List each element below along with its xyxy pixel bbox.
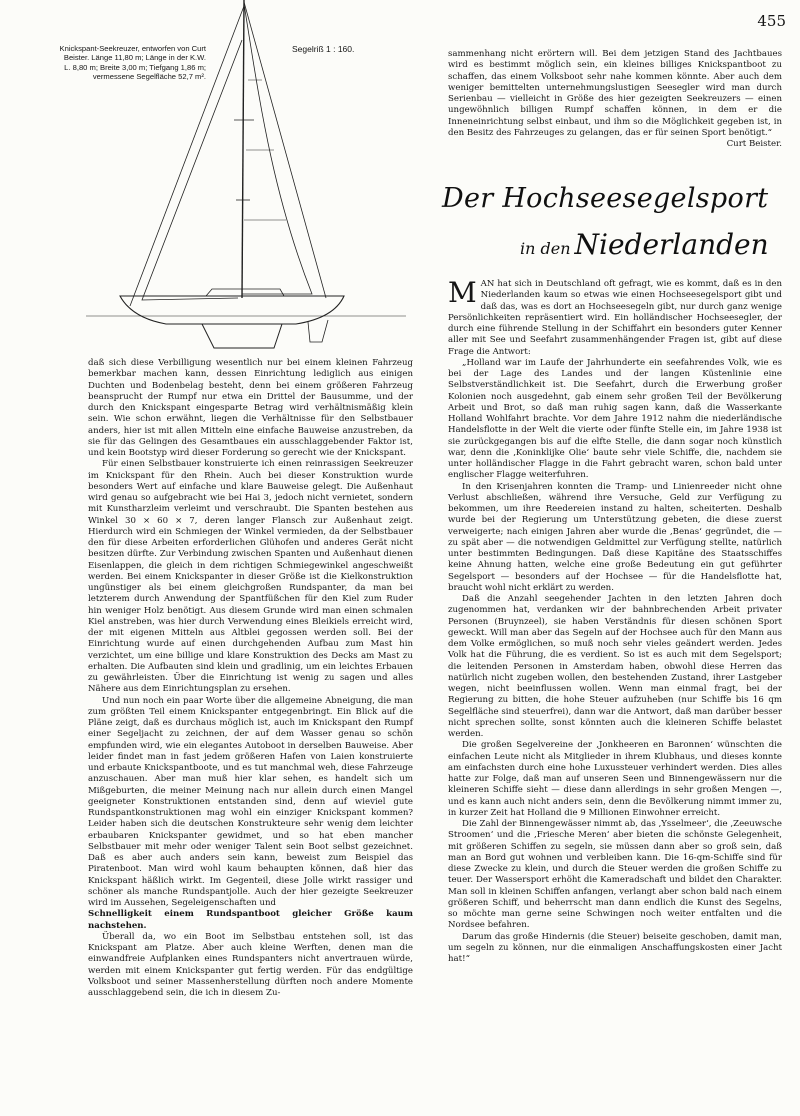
figure-caption: Knickspant-Seekreuzer, entworfen von Curt Beister. Länge 11,80 m; Länge in der K.W. L. 8,80 m; Breite 3,00 m; Tiefgang 1,86 m; vermessene Segelfläche 52,7 m². — [59, 44, 206, 82]
paragraph: Daß die Anzahl seegehender Jachten in den letzten Jahren doch zugenommen hat, verdanken wir der bahnbrechenden Arbeit privater Personen (Bruynzeel), sie haben Verständnis für diesen schönen Sport geweckt. Will man aber das Segeln auf der Hochsee auch für den Mann aus dem Volke ermöglichen, so muß noch sehr vieles geändert werden. Jedes Volk hat die Führung, die es verdient. So ist es auch mit dem Segelsport; die leitenden Personen in Amsterdam haben, obwohl diese Herren das natürlich nicht zugeben wollen, den bestehenden Zustand, ihrer Lastgeber wegen, nicht beeinflussen wollen. Wenn man einmal fragt, bei der Regierung zu bitten, die hohe Steuer aufzuheben (nur Schiffe bis 16 qm Segelfläche sind steuerfrei), dann war die Antwort, daß man darüber besser nicht sprechen sollte, sonst könnten auch die kleineren Schiffe belastet werden. — [448, 594, 782, 739]
lead-text: AN hat sich in Deutschland oft gefragt, wie es kommt, daß es in den Niederlanden kaum so etwas wie einen Hochseesegelsport gibt und daß das, was es dort an Hochseesegeln gibt, nur durch ganz wenige Persönlichkeiten repräsentiert wird. Ein holländischer Hochseesegler, der durch eine führende Stellung in der Schiffahrt ein besonders guter Kenner aller mit See und Seefahrt zusammenhängender Fragen ist, gibt auf diese Frage die Antwort: — [448, 279, 782, 357]
right-main-column — [448, 276, 782, 965]
paragraph: Für einen Selbstbauer konstruierte ich einen reinrassigen Seekreuzer im Knickspant für den Rhein. Auch bei dieser Konstruktion wurde besonders Wert auf einfache und klare Bauweise gelegt. Die Außenhaut wird genau so aufgebracht wie bei Hai 3, jedoch nicht vernietet, sondern mit Kunstharzleim verleimt und verschraubt. Die Spanten bestehen aus Winkel 30 × 60 × 7, deren langer Flansch zur Außenhaut zeigt. Hierdurch wird ein Schmiegen der Winkel vermieden, da der Selbstbauer den für diese Arbeiten erforderlichen Glühofen und anderes Gerät nicht besitzen dürfte. Zur Verbindung zwischen Spanten und Außenhaut dienen Eisenlappen, die gleich in dem richtigen Schmiegewinkel angeschweißt werden. Bei einem Knickspanter in dieser Größe ist die Kielkonstruktion ungünstiger als bei einem gleichgroßen Rundspanter, da man bei letzterem durch Anwendung der Spantfüßchen für den Kiel zum Ruder hin weniger Holz benötigt. Aus diesem Grunde wird man einen schmalen Kiel anstreben, was hier durch Verwendung eines Bleikiels erreicht wird, der mit eigenen Mitteln aus Altblei gegossen werden soll. Bei der Einrichtung wurde auf einen durchgehenden Aufbau zum Mast hin verzichtet, um eine billige und klare Konstruktion des Decks am Mast zu erhalten. Die Aufbauten sind klein und gradlinig, um ein leichtes Erbauen zu gewährleisten. Über die Einrichtung ist wenig zu sagen und alles Nähere aus dem Einrichtungsplan zu ersehen. — [88, 459, 413, 695]
figure-scale: Segelriß 1 : 160. — [292, 44, 355, 54]
paragraph: „Holland war im Laufe der Jahrhunderte ein seefahrendes Volk, wie es bei der Lage des Landes und der langen Küstenlinie eine Selbstverständlichkeit ist. Die Seefahrt, durch die Erwerbung großer Kolonien noch ausgedehnt, gab einem sehr großen Teil der Bevölkerung Arbeit und Brot, so daß man ruhig sagen kann, daß die Wasserkante Holland Wohlfahrt brachte. Vor dem Jahre 1912 nahm die niederländische Handelsflotte in der Welt die vierte oder fünfte Stelle ein, im Jahre 1938 ist sie zurückgegangen bis auf die elfte Stelle, die dann sogar noch künstlich war, denn die ‚Koninklijke Olie‘ baute sehr viele Schiffe, die, nachdem sie unter holländischer Flagge in die Fahrt gebracht waren, schon bald unter englischer Flagge weiterfuhren. — [448, 357, 782, 481]
paragraph: sammenhang nicht erörtern will. Bei dem jetzigen Stand des Jachtbaues wird es bestimmt möglich sein, ein kleines billiges Knickspantboot zu schaffen, das einem Volksboot sehr nahe kommen könnte. Aber auch dem weniger bemittelten unternehmungslustigen Seesegler wird man durch Serienbau — vielleicht in Größe des hier gezeigten Seekreuzers — einen ungewöhnlich billigen Rumpf schaffen können, in dem er die Inneneinrichtung selbst einbaut, und ihm so die Möglichkeit gegeben ist, in den Besitz des Fahrzeuges zu gelangen, das er für seinen Sport benötigt.“ — [448, 49, 782, 138]
paragraph: Und nun noch ein paar Worte über die allgemeine Abneigung, die man zum größten Teil einem Knickspanter entgegenbringt. Ein Blick auf die Pläne zeigt, daß es durchaus möglich ist, auch im Knickspant den Rumpf einer Segeljacht zu zeichnen, der auf dem Wasser genau so schön empfunden wird, wie ein elegantes Autoboot in derselben Bauweise. Aber leider findet man in fast jedem größeren Hafen von Laien konstruierte und erbaute Knickspantboote, und es tut manchmal weh, diese Fahrzeuge anzuschauen. Aber man muß hier klar sehen, es handelt sich um Mißgeburten, die meiner Meinung nach nur allein durch einen Mangel geeigneter Konstruktionen entstanden sind, denn auf wieviel gute Rundspantkonstruktionen mag wohl ein einziger Knickspant kommen? Leider haben sich die deutschen Konstrukteure sehr wenig dem leichter erbaubaren Knickspanter gewidmet, und so hat eben mancher Selbstbauer mit mehr oder weniger Talent sein Boot selbst gezeichnet. Daß es aber auch anders sein kann, beweist zum Beispiel das Piratenboot. Man wird wohl kaum behaupten können, daß hier das Knickspant häßlich wirkt. Im Gegenteil, diese Jolle wirkt rassiger und schöner als manche Rundspantjolle. Auch der hier gezeigte Seekreuzer wird im Aussehen, Segeleigenschaften und — [88, 695, 413, 908]
right-top-column — [448, 49, 782, 150]
paragraph-bold: Schnelligkeit einem Rundspantboot gleicher Größe kaum nachstehen. — [88, 909, 413, 931]
article-headline-line1: Der Hochseesegelsport — [442, 183, 769, 214]
paragraph: Darum das große Hindernis (die Steuer) beiseite geschoben, damit man, um segeln zu können, nur die einmaligen Anschaffungskosten einer Jacht hat!“ — [448, 931, 782, 964]
paragraph: Überall da, wo ein Boot im Selbstbau entstehen soll, ist das Knickspant am Platze. Aber auch kleine Werften, denen man die einwandfreie Aufplanken eines Rundspanters nicht anvertrauen würde, werden mit einem Knickspanter gut fertig werden. Für das endgültige Volksboot und seiner Massenherstellung dürften noch andere Momente ausschlaggebend sein, die ich in diesem Zu- — [88, 931, 413, 998]
author-signature: Curt Beister. — [726, 139, 782, 149]
left-column — [88, 358, 413, 999]
drop-cap: M — [448, 276, 477, 309]
headline-small-text: in den — [520, 239, 571, 258]
paragraph: In den Krisenjahren konnten die Tramp- und Linienreeder nicht ohne Verlust abschließen, während ihre Versuche, Geld zur Verfügung zu bekommen, um ihre Reedereien instand zu halten, scheiterten. Deshalb wurde bei der Regierung um Unterstützung gebeten, die diese zuerst verweigerte; nach einigen Jahren aber wurde die ‚Benas‘ gegründet, die — zu spät aber — die notwendigen Geldmittel zur Verfügung stellte, natürlich unter bestimmten Bedingungen. Daß diese Kapitäne des Staatsschiffes keine Ahnung hatten, welche eine große Bedeutung ein gut geführter Segelsport — besonders auf der Hochsee — für die Handelsflotte hat, braucht wohl nicht erklärt zu werden. — [448, 481, 782, 593]
headline-big-text: Niederlanden — [574, 228, 769, 261]
paragraph: daß sich diese Verbilligung wesentlich nur bei einem kleinen Fahrzeug bemerkbar machen kann, dessen Einrichtung lediglich aus einigen Duchten und Bodenbelag besteht, denn bei einem größeren Fahrzeug beansprucht der Rumpf nur etwa ein Drittel der Bausumme, und der durch den Knickspant eingesparte Betrag wird verhältnismäßig klein sein. Wie schon erwähnt, liegen die Verhältnisse für den Selbstbauer anders, hier ist mit allen Mitteln eine einfache Bauweise anzustreben, da sie für das Gelingen des Gesamtbaues ein ausschlaggebender Faktor ist, und kein Bootstyp wird dieser Forderung so gerecht wie der Knickspant. — [88, 358, 413, 458]
lead-paragraph — [448, 276, 782, 358]
paragraph: Die großen Segelvereine der ‚Jonkheeren en Baronnen‘ wünschten die einfachen Leute nicht als Mitglieder in ihrem Klubhaus, und dieses konnte am einfachsten durch eine hohe Luxussteuer verhindert werden. Dies alles hatte zur Folge, daß man auf unseren Seen und Binnengewässern nur die kleineren Schiffe sieht — diese dann allerdings in sehr großen Mengen —, und es kann auch nicht anders sein, denn die Bevölkerung nimmt immer zu, in kurzer Zeit hat Holland die 9 Millionen Einwohner erreicht. — [448, 740, 782, 818]
page-number: 455 — [757, 12, 786, 30]
article-headline-line2 — [520, 228, 769, 261]
paragraph: Die Zahl der Binnengewässer nimmt ab, das ‚Ysselmeer‘, die ‚Zeeuwsche Stroomen‘ und die ‚Friesche Meren‘ aber bieten die schönste Gelegenheit, mit größeren Schiffen zu segeln, sie müssen dann aber so groß sein, daß man an Bord gut wohnen und verbleiben kann. Die 16-qm-Schiffe sind für diese Zwecke zu klein, und durch die Steuer werden die großen Schiffe zu teuer. Der Wassersport erhöht die Kameradschaft und bildet den Charakter. Man soll in kleinen Schiffen anfangen, verlangt aber schon bald nach einem größeren Schiff, und beherrscht man dann endlich die Kunst des Segelns, so möchte man gerne seine Schwingen noch weiter entfalten und die Nordsee befahren. — [448, 819, 782, 931]
